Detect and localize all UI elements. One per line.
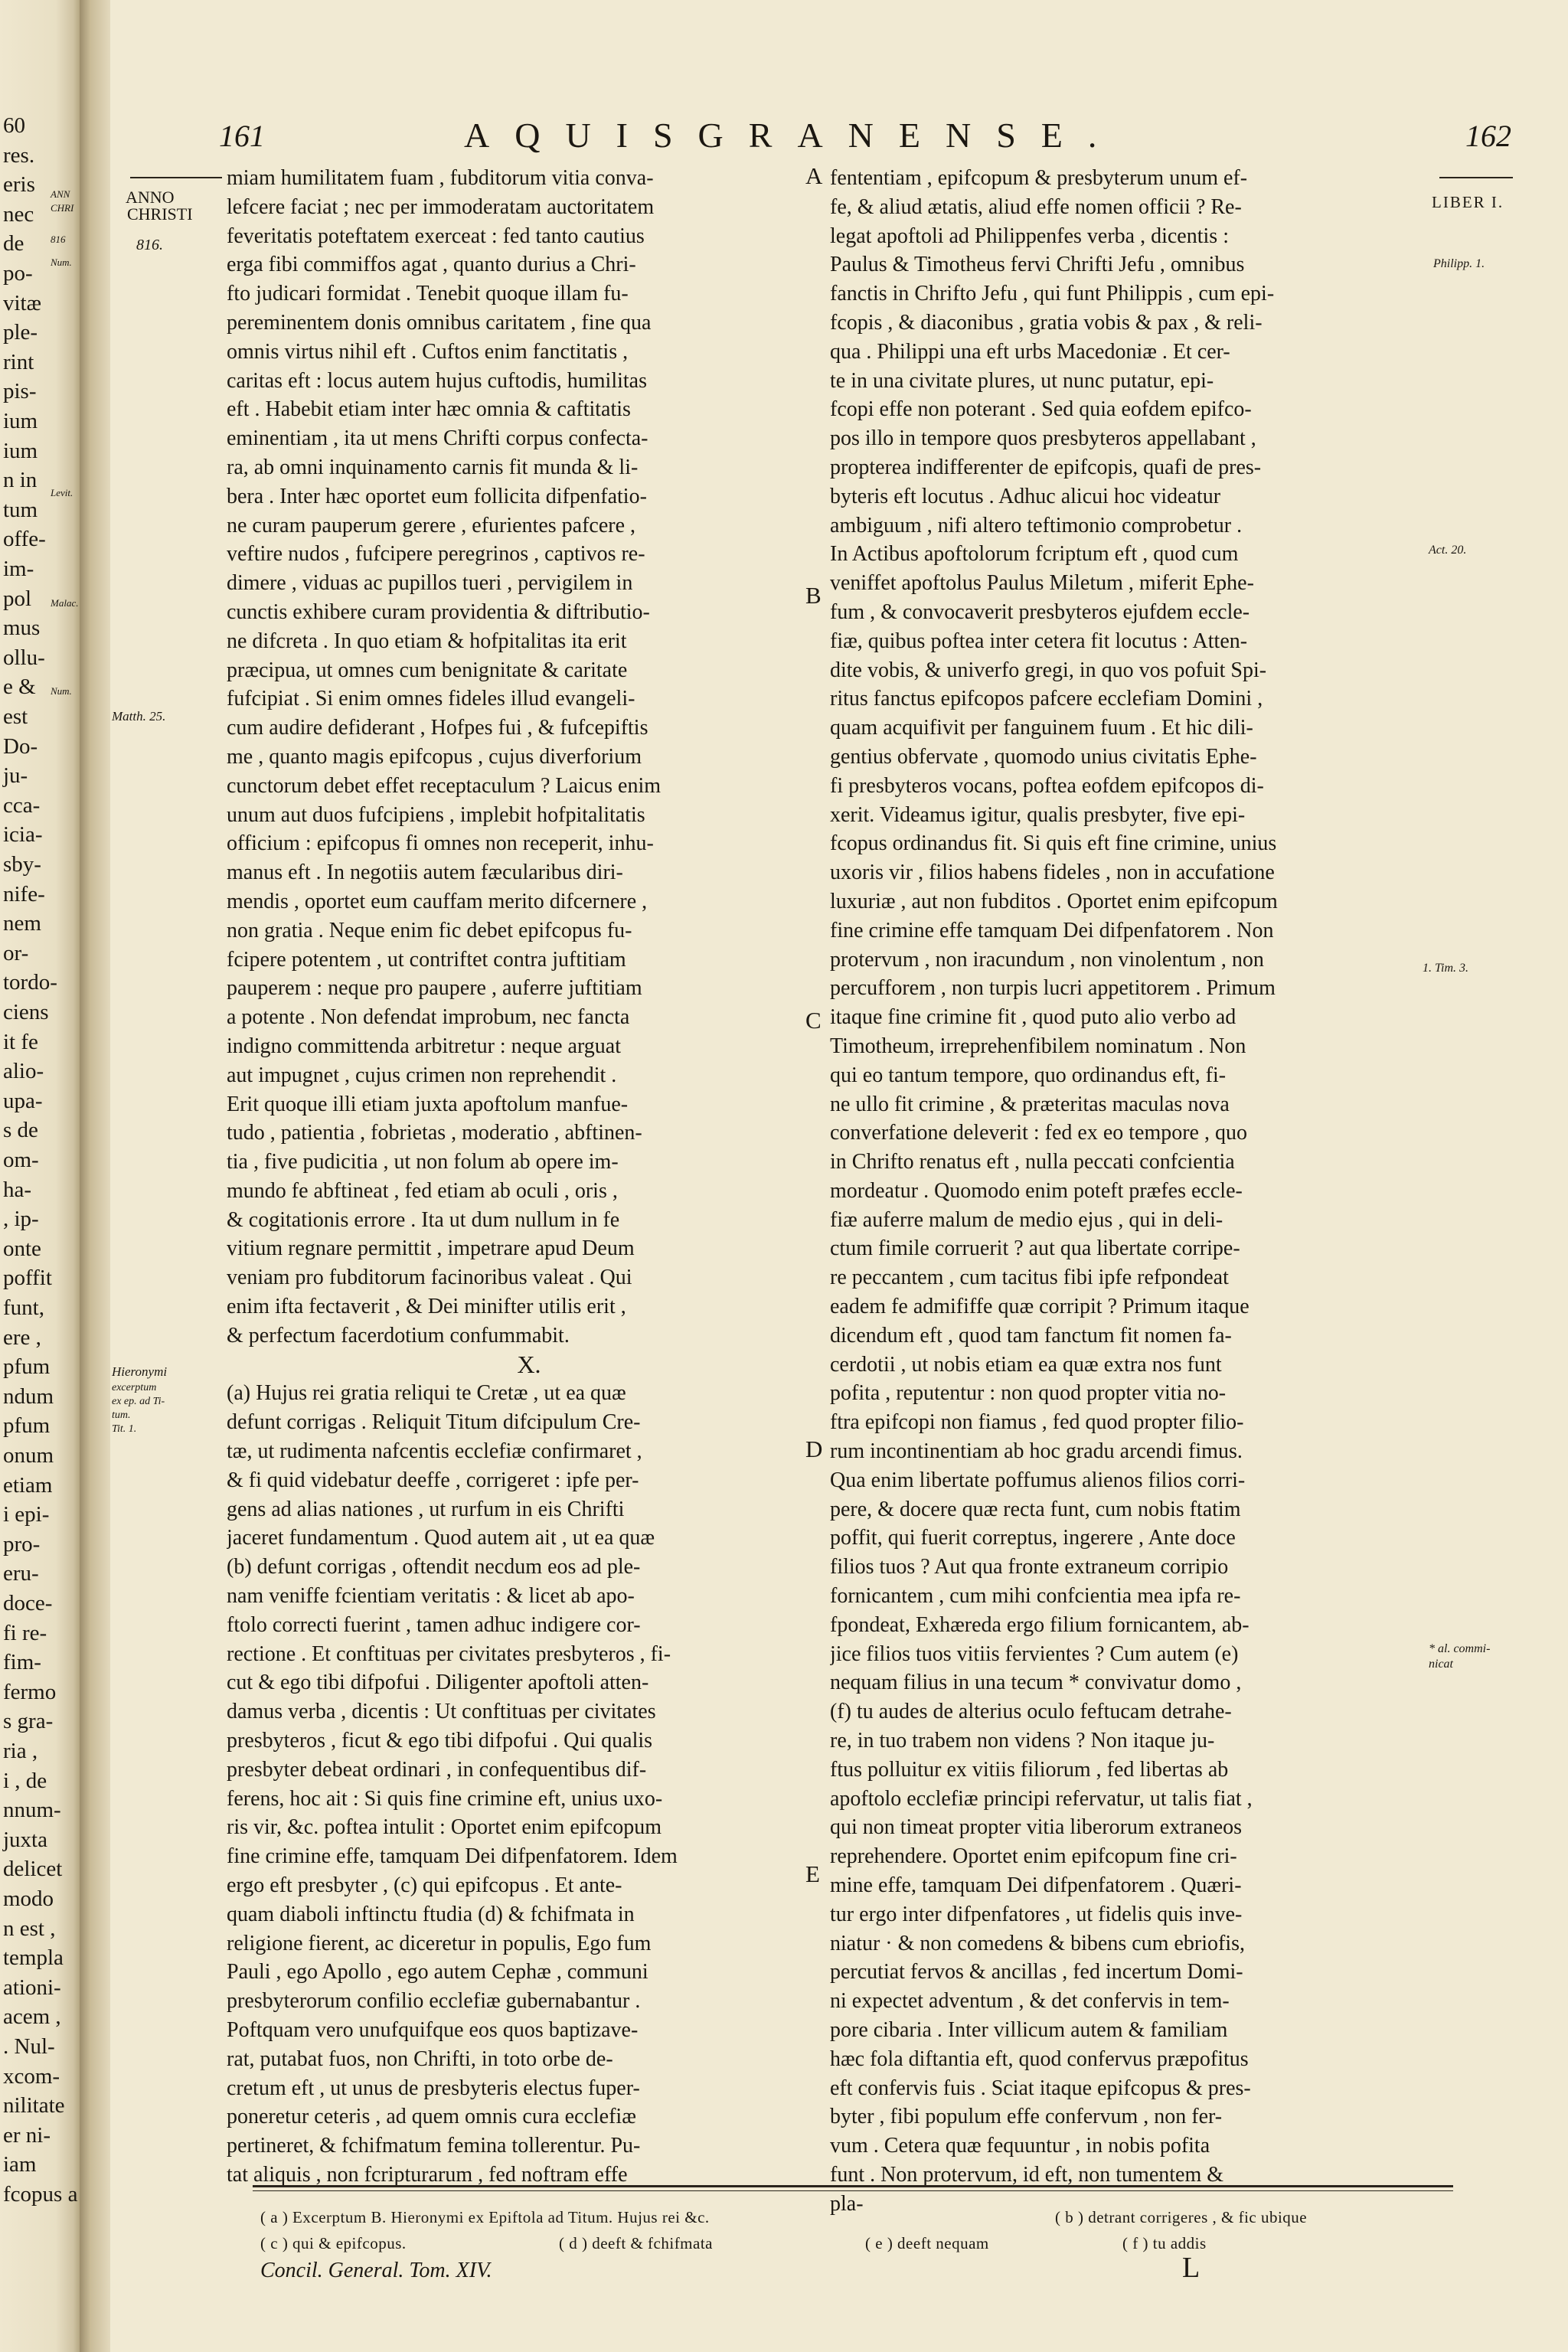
- footnote-a: ( a ) Excerptum B. Hieronymi ex Epiftola ad Titum. Hujus rei &c.: [260, 2208, 710, 2226]
- text-line: In Actibus apoftolorum fcriptum eft , quod cum: [830, 542, 1239, 567]
- previous-page-fragment: ha-: [3, 1177, 32, 1202]
- text-line: dite vobis, & univerfo gregi, in quo vos pofuit Spi-: [830, 658, 1267, 682]
- previous-page-fragment: ple-: [3, 320, 38, 345]
- column-letter-e: E: [805, 1860, 820, 1887]
- previous-page-fragment: delicet: [3, 1857, 63, 1882]
- header-rule-right: [1439, 177, 1513, 178]
- text-line: tat aliquis , non fcripturarum , fed noftram effe: [227, 2162, 628, 2187]
- text-line: gentius obfervate , quomodo unius civitatis Ephe-: [830, 744, 1257, 769]
- text-line: tæ, ut rudimenta nafcentis ecclefiæ confirmaret ,: [227, 1439, 642, 1464]
- text-line: presbyter debeat ordinari , in confequentibus dif-: [227, 1757, 647, 1782]
- previous-page-margin-note: ANN: [51, 188, 70, 200]
- text-line: quam acquifivit per fanguinem fuum . Et hic dili-: [830, 716, 1253, 740]
- text-line: cum audire defiderant , Hofpes fui , & fufcepiftis: [227, 716, 648, 740]
- previous-page-margin-note: 816: [51, 234, 66, 245]
- previous-page-fragment: ollu-: [3, 645, 45, 670]
- text-line: ra, ab omni inquinamento carnis fit munda & li-: [227, 455, 639, 479]
- text-line: Pauli , ego Apollo , ego autem Cephæ , communi: [227, 1960, 648, 1984]
- previous-page-fragment: rint: [3, 349, 34, 374]
- text-line: aut impugnet , cujus crimen non reprehendit .: [227, 1063, 617, 1087]
- text-line: ritus fanctus epifcopos pafcere ecclefiam Domini ,: [830, 687, 1263, 711]
- previous-page-fragment: vitæ: [3, 290, 41, 315]
- text-line: Qua enim libertate poffumus alienos filios corri-: [830, 1468, 1246, 1492]
- previous-page-fragment: est: [3, 704, 28, 729]
- header-rule-left: [130, 177, 222, 178]
- text-line: re peccantem , cum tacitus fibi ipfe refpondeat: [830, 1266, 1229, 1290]
- previous-page-fragment: ndum: [3, 1383, 54, 1409]
- text-line: fcipere potentem , ut contriftet contra juftitiam: [227, 947, 626, 972]
- text-line: tur ergo inter difpenfatores , ut fidelis quis inve-: [830, 1902, 1243, 1926]
- previous-page-fragment: upa-: [3, 1088, 43, 1113]
- text-line: Paulus & Timotheus fervi Chrifti Jefu , omnibus: [830, 253, 1245, 277]
- text-line: pore cibaria . Inter villicum autem & familiam: [830, 2018, 1228, 2042]
- previous-page-fragment: iam: [3, 2152, 37, 2177]
- text-line: veniffet apoftolus Paulus Miletum , miferit Ephe-: [830, 571, 1254, 596]
- previous-page-fragment: ium: [3, 409, 38, 433]
- previous-page-fragment: modo: [3, 1886, 54, 1911]
- text-line: indigno committenda arbitretur : neque arguat: [227, 1034, 621, 1058]
- text-line: rat, putabat fuos, non Chrifti, in toto orbe de-: [227, 2047, 613, 2071]
- footnote-f: ( f ) tu addis: [1122, 2234, 1207, 2252]
- text-line: manus eft . In negotiis autem fæcularibus diri-: [227, 861, 623, 885]
- text-line: veftire nudos , fufcipere peregrinos , captivos re-: [227, 542, 645, 567]
- footnote-c: ( c ) qui & epifcopus.: [260, 2234, 407, 2252]
- previous-page-fragment: nnum-: [3, 1798, 61, 1823]
- text-line: funt . Non protervum, id eft, non tumentem &: [830, 2162, 1224, 2187]
- text-line: eadem fe admififfe quæ corripit ? Primum itaque: [830, 1295, 1250, 1319]
- previous-page-margin-note: Levit.: [51, 487, 74, 498]
- text-line: ergo eft presbyter , (c) qui epifcopus . Et ante-: [227, 1873, 622, 1898]
- previous-page-fragment: mus: [3, 616, 41, 641]
- text-line: ni expectet adventum , & det confervis in tem-: [830, 1989, 1230, 2014]
- text-line: religione fierent, ac diceretur in populis, Ego fum: [227, 1931, 652, 1955]
- text-line: enim ifta fectaverit , & Dei minifter utilis erit ,: [227, 1295, 626, 1319]
- text-line: ftolo correcti fuerint , tamen adhuc indigere cor-: [227, 1612, 641, 1637]
- previous-page-margin-note: Malac.: [51, 597, 79, 609]
- text-line: mordeatur . Quomodo enim poteft præfes eccle-: [830, 1178, 1243, 1203]
- text-line: præcipua, ut omnes cum benignitate & caritate: [227, 658, 628, 682]
- margin-note-philippians: Philipp. 1.: [1433, 257, 1485, 270]
- text-line: pertineret, & fchifmatum femina tollerentur. Pu-: [227, 2134, 641, 2158]
- text-line: eft confervis fuis . Sciat itaque epifcopus & pres-: [830, 2076, 1251, 2100]
- text-line: gens ad alias nationes , ut rurfum in eis Chrifti: [227, 1497, 625, 1521]
- text-line: tia , five pudicitia , ut non folum ab opere im-: [227, 1150, 619, 1174]
- previous-page-fragment: eris: [3, 172, 35, 198]
- text-line: cunctis exhibere curam providentia & diftributio-: [227, 599, 650, 624]
- footnote-d: ( d ) deeft & fchifmata: [559, 2234, 713, 2252]
- text-line: luxuriæ , aut non fubditos . Oportet enim epifcopum: [830, 889, 1278, 913]
- text-line: cut & ego tibi difpofui . Diligenter apoftoli atten-: [227, 1671, 649, 1695]
- margin-anno: ANNO: [126, 188, 175, 207]
- column-letter-d: D: [805, 1436, 823, 1462]
- text-line: fto judicari formidat . Tenebit quoque illam fu-: [227, 282, 629, 306]
- text-line: itaque fine crimine fit , quod puto alio verbo ad: [830, 1005, 1236, 1030]
- text-line: vum . Cetera quæ fequuntur , in nobis pofita: [830, 2134, 1210, 2158]
- previous-page-fragment: res.: [3, 142, 35, 168]
- signature-line: Concil. General. Tom. XIV.: [260, 2259, 492, 2282]
- text-line: Timotheum, irreprehenfibilem nominatum . Non: [830, 1034, 1246, 1058]
- text-line: re, in tuo trabem non videns ? Non itaque ju-: [830, 1729, 1215, 1753]
- text-line: officium : epifcopus fi omnes non receperit, inhu-: [227, 831, 654, 856]
- column-letter-b: B: [805, 582, 822, 609]
- text-line: pere, & docere quæ recta funt, cum nobis ftatim: [830, 1497, 1241, 1521]
- footnote-b: ( b ) detrant corrigeres , & fic ubique: [1055, 2208, 1308, 2226]
- previous-page-fragment: eru-: [3, 1561, 39, 1586]
- previous-page-fragment: nilitate: [3, 2093, 65, 2118]
- text-line: in Chrifto renatus eft , nulla peccati confcientia: [830, 1150, 1235, 1174]
- text-line: fine crimine effe, tamquam Dei difpenfatorem. Idem: [227, 1844, 678, 1869]
- previous-page-fragment: offe-: [3, 527, 46, 552]
- margin-note-timothy: 1. Tim. 3.: [1423, 962, 1469, 975]
- text-line: percufforem , non turpis lucri appetitorem . Primum: [830, 976, 1276, 1001]
- text-line: (f) tu audes de alterius oculo feftucam detrahe-: [830, 1700, 1232, 1724]
- text-line: mendis , oportet eum cauffam merito difcernere ,: [227, 889, 648, 913]
- page-number-right: 162: [1465, 119, 1511, 153]
- text-line: dicendum eft , quod tam fanctum fit nomen fa-: [830, 1323, 1232, 1348]
- text-line: X.: [517, 1350, 541, 1378]
- text-line: mundo fe abftineat , fed etiam ab oculi , oris ,: [227, 1178, 618, 1203]
- text-line: caritas eft : locus autem hujus cuftodis, humilitas: [227, 368, 647, 393]
- previous-page-fragment: acem ,: [3, 2004, 61, 2030]
- previous-page-fragment: nife-: [3, 881, 45, 906]
- text-line: ne ullo fit crimine , & præteritas maculas nova: [830, 1092, 1230, 1116]
- previous-page-strip: [0, 0, 80, 2352]
- previous-page-fragment: . Nul-: [3, 2034, 55, 2059]
- margin-note-hieronymi: Hieronymi excerptum ex ep. ad Ti- tum. Tit. 1.: [112, 1364, 168, 1435]
- text-line: eminentiam , ita ut mens Chrifti corpus confecta-: [227, 426, 648, 451]
- text-line: pofita , reputentur : non quod propter vitia no-: [830, 1381, 1227, 1406]
- text-line: fcopus ordinandus fit. Si quis eft fine crimine, unius: [830, 831, 1277, 856]
- text-line: erga fibi commiffos agat , quanto durius a Chri-: [227, 253, 636, 277]
- text-line: fi presbyteros vocans, poftea eofdem epifcopos di-: [830, 773, 1264, 798]
- text-line: byter , fibi populum effe confervum , non fer-: [830, 2105, 1223, 2129]
- text-line: non gratia . Neque enim fic debet epifcopus fu-: [227, 918, 632, 942]
- text-line: fiæ auferre malum de medio ejus , qui in deli-: [830, 1207, 1223, 1232]
- text-line: lefcere faciat ; nec per immoderatam auctoritatem: [227, 194, 655, 219]
- footnote-e: ( e ) deeft nequam: [865, 2234, 989, 2252]
- text-line: pauperem : neque pro paupere , auferre juftitiam: [227, 976, 642, 1001]
- text-line: pos illo in tempore quos presbyteros appellabant ,: [830, 426, 1256, 451]
- previous-page-fragment: alio-: [3, 1059, 44, 1084]
- text-line: (b) defunt corrigas , oftendit necdum eos ad ple-: [227, 1555, 641, 1579]
- text-line: converfatione deleverit : fed ex eo tempore , quo: [830, 1121, 1247, 1145]
- text-line: pla-: [830, 2191, 864, 2216]
- text-line: Erit quoque illi etiam juxta apoftolum manfue-: [227, 1092, 629, 1116]
- column-letter-a: A: [805, 162, 823, 189]
- text-line: cretum eft , ut unus de presbyteris electus fuper-: [227, 2076, 640, 2100]
- text-line: fornicantem , cum mihi confcientia mea ipfa re-: [830, 1584, 1241, 1609]
- previous-page-fragment: Do-: [3, 733, 38, 759]
- previous-page-fragment: funt,: [3, 1295, 44, 1320]
- text-line: fcopis , & diaconibus , gratia vobis & pax , & reli-: [830, 310, 1263, 335]
- text-line: vitium regnare permittit , impetrare apud Deum: [227, 1236, 635, 1261]
- text-line: miam humilitatem fuam , fubditorum vitia conva-: [227, 166, 654, 190]
- text-line: poneretur ceteris , ad quem omnis cura ecclefiæ: [227, 2105, 636, 2129]
- previous-page-fragment: icia-: [3, 822, 43, 848]
- text-line: nam veniffe fcientiam veritatis : & licet ab apo-: [227, 1584, 635, 1609]
- text-line: a potente . Non defendat improbum, nec fancta: [227, 1005, 630, 1030]
- text-line: bera . Inter hæc oportet eum follicita difpenfatio-: [227, 484, 647, 508]
- margin-christi: CHRISTI: [127, 204, 193, 224]
- text-line: uxoris vir , filios habens fideles , non in accufatione: [830, 861, 1275, 885]
- text-line: defunt corrigas . Reliquit Titum difcipulum Cre-: [227, 1410, 641, 1435]
- previous-page-fragment: cca-: [3, 792, 41, 818]
- previous-page-fragment: nec: [3, 201, 34, 227]
- previous-page-fragment: ium: [3, 438, 38, 463]
- text-line: filios tuos ? Aut qua fronte extraneum corripio: [830, 1555, 1229, 1579]
- previous-page-margin-note: CHRI: [51, 202, 74, 214]
- text-line: propterea indifferenter de epifcopis, quafi de pres-: [830, 455, 1262, 479]
- text-line: jaceret fundamentum . Quod autem ait , ut ea quæ: [227, 1526, 655, 1550]
- text-line: damus verba , dicentis : Ut conftituas per civitates: [227, 1700, 656, 1724]
- previous-page-fragment: juxta: [3, 1827, 47, 1852]
- text-line: fiæ, quibus poftea inter cetera fit locutus : Atten-: [830, 629, 1248, 653]
- text-line: fcopi effe non poterant . Sed quia eofdem epifco-: [830, 397, 1252, 422]
- previous-page-fragment: fcopus a: [3, 2182, 78, 2207]
- signature-mark: L: [1182, 2252, 1200, 2284]
- text-line: omnis virtus nihil eft . Cuftos enim fanctitatis ,: [227, 339, 629, 364]
- previous-page-fragment: , ip-: [3, 1207, 39, 1232]
- text-line: ambiguum , nifi altero teftimonio comprobetur .: [830, 513, 1243, 537]
- previous-page-fragment: fim-: [3, 1650, 41, 1675]
- left-text-column: [227, 164, 831, 2190]
- text-line: ftra epifcopi non fiamus , fed quod propter filio-: [830, 1410, 1244, 1435]
- previous-page-fragment: im-: [3, 557, 34, 581]
- text-line: & cogitationis errore . Ita ut dum nullum in fe: [227, 1207, 620, 1232]
- column-letter-c: C: [805, 1007, 822, 1034]
- text-line: te in una civitate plures, ut nunc putatur, epi-: [830, 368, 1214, 393]
- text-line: apoftolo ecclefiæ principi refervatur, ut talis fiat ,: [830, 1786, 1253, 1811]
- previous-page-fragment: ju-: [3, 763, 28, 789]
- text-line: tudo , patientia , fobrietas , moderatio , abftinen-: [227, 1121, 642, 1145]
- text-line: poffit, qui fuerit correptus, ingerere , Ante doce: [830, 1526, 1236, 1550]
- text-line: reprehendere. Oportet enim epifcopum fine cri-: [830, 1844, 1237, 1869]
- text-line: hæc fola diftantia eft, quod confervus præpofitus: [830, 2047, 1249, 2071]
- text-line: veniam pro fubditorum facinoribus valeat . Qui: [227, 1266, 632, 1290]
- text-line: fententiam , epifcopum & presbyterum unum ef-: [830, 166, 1248, 190]
- text-line: ne curam pauperum gerere , efurientes pafcere ,: [227, 513, 636, 537]
- footnote-rule-top: [253, 2185, 1453, 2187]
- book-gutter: [80, 0, 110, 2352]
- text-line: ctum fimile corruerit ? aut qua libertate corripe-: [830, 1236, 1240, 1261]
- text-line: presbyteros , ficut & ego tibi difpofui . Qui qualis: [227, 1729, 653, 1753]
- previous-page-fragment: poffit: [3, 1266, 52, 1291]
- text-line: feveritatis poteftatem exerceat : fed tanto cautius: [227, 224, 645, 248]
- previous-page-margin-note: Num.: [51, 685, 72, 697]
- previous-page-fragment: onte: [3, 1236, 41, 1261]
- previous-page-fragment: 60: [3, 113, 25, 138]
- margin-note-matthew: Matth. 25.: [112, 709, 166, 724]
- previous-page-fragment: n est ,: [3, 1916, 56, 1941]
- previous-page-fragment: xcom-: [3, 2063, 60, 2089]
- text-line: quam diaboli inftinctu ftudia (d) & fchifmata in: [227, 1902, 635, 1926]
- previous-page-fragment: nem: [3, 911, 41, 936]
- previous-page-fragment: tum: [3, 497, 38, 522]
- text-line: fe, & aliud ætatis, aliud effe nomen officii ? Re-: [830, 194, 1242, 219]
- text-line: me , quanto magis epifcopus , cujus diverforium: [227, 744, 642, 769]
- previous-page-fragment: s gra-: [3, 1709, 54, 1734]
- text-line: fpondeat, Exhæreda ergo filium fornicantem, ab-: [830, 1612, 1250, 1637]
- text-line: unum aut duos fufcipiens , implebit hofpitalitatis: [227, 802, 645, 827]
- text-line: jice filios tuos vitiis fervientes ? Cum autem (e): [830, 1642, 1239, 1666]
- text-line: protervum , non iracundum , non vinolentum , non: [830, 947, 1264, 972]
- previous-page-fragment: or-: [3, 940, 29, 965]
- text-line: (a) Hujus rei gratia reliqui te Cretæ , ut ea quæ: [227, 1381, 626, 1406]
- text-line: eft . Habebit etiam inter hæc omnia & caftitatis: [227, 397, 631, 422]
- text-line: ferens, hoc ait : Si quis fine crimine eft, unius uxo-: [227, 1786, 663, 1811]
- previous-page-fragment: po-: [3, 261, 33, 286]
- text-line: fine crimine effe tamquam Dei difpenfatorem . Non: [830, 918, 1274, 942]
- previous-page-fragment: ria ,: [3, 1739, 38, 1763]
- text-line: qua . Philippi una eft urbs Macedoniæ . Et cer-: [830, 339, 1230, 364]
- page-number-left: 161: [219, 119, 265, 153]
- text-line: percutiat fervos & ancillas , fed incertum Domi-: [830, 1960, 1243, 1984]
- text-line: nequam filius in una tecum * convivatur domo ,: [830, 1671, 1242, 1695]
- previous-page-fragment: s de: [3, 1118, 38, 1143]
- previous-page-fragment: templa: [3, 1945, 64, 1971]
- previous-page-fragment: pfum: [3, 1354, 51, 1380]
- text-line: presbyterorum confilio ecclefiæ gubernabantur .: [227, 1989, 641, 2014]
- text-line: rectione . Et conftituas per civitates presbyteros , fi-: [227, 1642, 671, 1666]
- text-line: byteris eft locutus . Adhuc alicui hoc videatur: [830, 484, 1221, 508]
- running-header: [104, 115, 1511, 158]
- text-line: ris vir, &c. poftea intulit : Oportet enim epifcopum: [227, 1815, 662, 1840]
- previous-page-fragment: tordo-: [3, 970, 57, 995]
- footnote-rule-bottom: [253, 2190, 1453, 2191]
- previous-page-fragment: pfum: [3, 1413, 51, 1439]
- previous-page-fragment: n in: [3, 468, 38, 493]
- margin-liber: LIBER I.: [1432, 193, 1504, 211]
- text-line: fanctis in Chrifto Jefu , qui funt Philippis , cum epi-: [830, 282, 1275, 306]
- previous-page-fragment: pol: [3, 586, 32, 611]
- previous-page-fragment: i epi-: [3, 1502, 50, 1527]
- previous-page-fragment: sby-: [3, 852, 41, 877]
- text-line: ftus polluitur ex vitiis filiorum , fed libertas ab: [830, 1757, 1229, 1782]
- previous-page-fragment: doce-: [3, 1591, 53, 1615]
- previous-page-fragment: ere ,: [3, 1325, 41, 1350]
- text-line: qui non timeat propter vitia liberorum extraneos: [830, 1815, 1243, 1840]
- text-line: pereminentem donis omnibus caritatem , fine qua: [227, 310, 652, 335]
- text-line: cerdotii , ut nobis etiam ea quæ extra nos funt: [830, 1352, 1222, 1377]
- text-line: cunctorum debet effet receptaculum ? Laicus enim: [227, 773, 661, 798]
- previous-page-fragment: ciens: [3, 1000, 49, 1024]
- previous-page-fragment: pis-: [3, 379, 37, 404]
- previous-page-fragment: onum: [3, 1443, 54, 1468]
- text-line: legat apoftoli ad Philippenfes verba , dicentis :: [830, 224, 1229, 248]
- previous-page-fragment: fi re-: [3, 1620, 47, 1645]
- previous-page-fragment: er ni-: [3, 2122, 51, 2148]
- text-line: Poftquam vero unufquifque eos quos baptizave-: [227, 2018, 639, 2042]
- text-line: fufcipiat . Si enim omnes fideles illud evangeli-: [227, 687, 635, 711]
- margin-note-acts: Act. 20.: [1429, 544, 1467, 557]
- margin-year: 816.: [136, 237, 163, 253]
- previous-page-fragment: om-: [3, 1148, 39, 1172]
- text-line: & perfectum facerdotium confummabit.: [227, 1323, 570, 1348]
- text-line: & fi quid videbatur deeffe , corrigeret : ipfe per-: [227, 1468, 639, 1492]
- text-line: xerit. Videamus igitur, qualis presbyter, five epi-: [830, 802, 1246, 827]
- previous-page-margin-note: Num.: [51, 256, 72, 268]
- previous-page-fragment: fermo: [3, 1679, 57, 1704]
- previous-page-fragment: it fe: [3, 1029, 38, 1054]
- running-title: AQUISGRANENSE.: [464, 116, 1122, 155]
- margin-note-alt-reading: * al. commi- nicat: [1429, 1642, 1491, 1671]
- previous-page-fragment: ationi-: [3, 1975, 61, 2000]
- text-line: ne difcreta . In quo etiam & hofpitalitas ita erit: [227, 629, 627, 653]
- previous-page-fragment: i , de: [3, 1768, 47, 1793]
- previous-page-fragment: etiam: [3, 1472, 53, 1498]
- text-line: niatur · & non comedens & bibens cum ebriofis,: [830, 1931, 1245, 1955]
- right-text-column: [830, 164, 1435, 2219]
- text-line: fum , & convocaverit presbyteros ejufdem eccle-: [830, 599, 1250, 624]
- text-line: mine effe, tamquam Dei difpenfatorem . Quæri-: [830, 1873, 1242, 1898]
- previous-page-fragment: e &: [3, 675, 36, 700]
- text-line: qui eo tantum tempore, quo ordinandus eft, fi-: [830, 1063, 1227, 1087]
- text-line: rum incontinentiam ab hoc gradu arcendi fimus.: [830, 1439, 1243, 1464]
- previous-page-fragment: de: [3, 231, 24, 256]
- previous-page-fragment: pro-: [3, 1531, 41, 1557]
- text-line: dimere , viduas ac pupillos tueri , pervigilem in: [227, 571, 633, 596]
